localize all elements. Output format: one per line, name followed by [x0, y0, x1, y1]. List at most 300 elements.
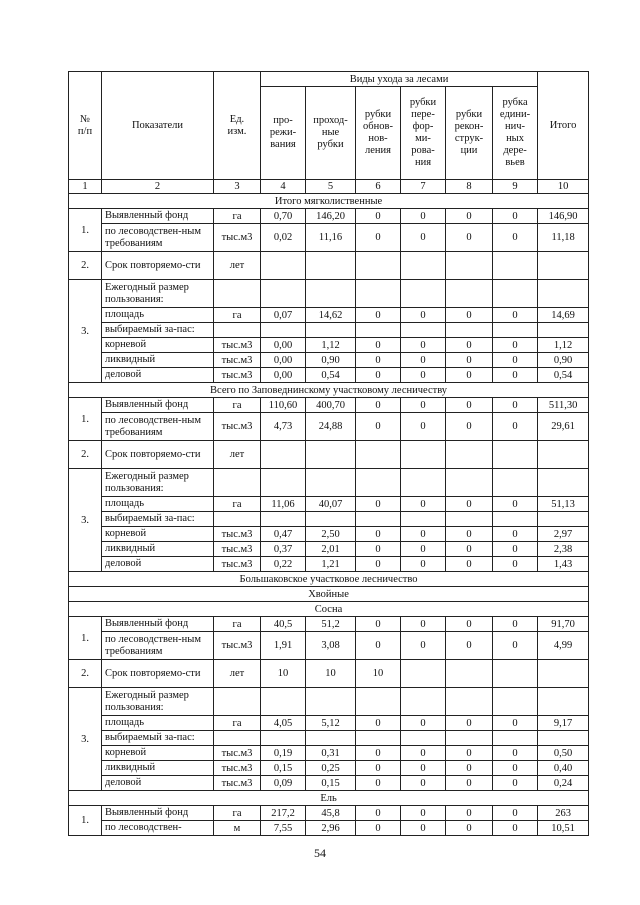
data-row: [69, 497, 589, 512]
value-cell: 0: [446, 527, 493, 542]
unit-cell: тыс.м3: [214, 776, 261, 791]
value-cell: 0: [401, 353, 446, 368]
unit-cell: [214, 469, 261, 497]
value-cell: [356, 252, 401, 280]
indicator-label: ликвидный: [102, 353, 214, 368]
value-cell: 0,00: [261, 338, 306, 353]
value-cell: 0: [356, 776, 401, 791]
value-cell: 0,24: [538, 776, 589, 791]
value-cell: 0: [446, 209, 493, 224]
value-cell: 0: [493, 761, 538, 776]
section-title: Итого мягколиственные: [69, 194, 589, 209]
unit-cell: лет: [214, 252, 261, 280]
column-number: 6: [356, 180, 401, 194]
value-cell: 0: [446, 368, 493, 383]
value-cell: 2,97: [538, 527, 589, 542]
unit-cell: [214, 688, 261, 716]
value-cell: 0: [446, 413, 493, 441]
column-number: 1: [69, 180, 102, 194]
value-cell: 0: [446, 224, 493, 252]
row-number: 3.: [69, 688, 102, 791]
column-number: 9: [493, 180, 538, 194]
value-cell: 0: [493, 617, 538, 632]
value-cell: 0: [446, 806, 493, 821]
data-row: [69, 557, 589, 572]
value-cell: [261, 731, 306, 746]
data-row: [69, 308, 589, 323]
row-number: 2.: [69, 252, 102, 280]
indicator-label: Ежегодный размер пользования:: [102, 469, 214, 497]
section-title: Ель: [69, 791, 589, 806]
data-row: [69, 746, 589, 761]
value-cell: 1,12: [538, 338, 589, 353]
forest-care-table: [68, 71, 589, 836]
indicator-label: корневой: [102, 338, 214, 353]
indicator-label: корневой: [102, 746, 214, 761]
value-cell: 0: [446, 542, 493, 557]
value-cell: 0: [493, 353, 538, 368]
value-cell: [538, 441, 589, 469]
unit-cell: тыс.м3: [214, 761, 261, 776]
unit-cell: тыс.м3: [214, 557, 261, 572]
unit-cell: лет: [214, 660, 261, 688]
value-cell: [446, 280, 493, 308]
value-cell: [446, 323, 493, 338]
column-number: 3: [214, 180, 261, 194]
header-no: № п/п: [69, 72, 102, 180]
value-cell: 2,01: [306, 542, 356, 557]
value-cell: 1,91: [261, 632, 306, 660]
data-row: [69, 688, 589, 716]
value-cell: [356, 731, 401, 746]
indicator-label: по лесоводствен-ным требованиям: [102, 413, 214, 441]
value-cell: [493, 280, 538, 308]
unit-cell: га: [214, 716, 261, 731]
value-cell: 0: [493, 557, 538, 572]
value-cell: 0: [493, 776, 538, 791]
value-cell: [261, 252, 306, 280]
value-cell: 0,40: [538, 761, 589, 776]
value-cell: [493, 660, 538, 688]
value-cell: [261, 469, 306, 497]
header-group: Виды ухода за лесами: [261, 72, 538, 87]
unit-cell: га: [214, 497, 261, 512]
row-number: 3.: [69, 469, 102, 572]
value-cell: 0,31: [306, 746, 356, 761]
data-row: [69, 224, 589, 252]
data-row: [69, 413, 589, 441]
value-cell: 0,25: [306, 761, 356, 776]
value-cell: 0,70: [261, 209, 306, 224]
value-cell: [446, 469, 493, 497]
value-cell: [356, 280, 401, 308]
data-row: [69, 398, 589, 413]
value-cell: 10: [306, 660, 356, 688]
indicator-label: по лесоводствен-: [102, 821, 214, 836]
value-cell: 0: [446, 761, 493, 776]
data-row: [69, 368, 589, 383]
value-cell: 24,88: [306, 413, 356, 441]
data-row: [69, 512, 589, 527]
value-cell: 0: [401, 632, 446, 660]
value-cell: [261, 441, 306, 469]
unit-cell: тыс.м3: [214, 413, 261, 441]
data-row: [69, 252, 589, 280]
unit-cell: [214, 280, 261, 308]
value-cell: 0: [493, 224, 538, 252]
data-row: [69, 323, 589, 338]
value-cell: 0,37: [261, 542, 306, 557]
indicator-label: Выявленный фонд: [102, 806, 214, 821]
value-cell: 146,20: [306, 209, 356, 224]
value-cell: [538, 660, 589, 688]
value-cell: 0: [493, 338, 538, 353]
value-cell: 10: [261, 660, 306, 688]
value-cell: 0: [401, 497, 446, 512]
section-row: [69, 587, 589, 602]
value-cell: [306, 323, 356, 338]
data-row: [69, 542, 589, 557]
value-cell: 0,15: [261, 761, 306, 776]
value-cell: [306, 441, 356, 469]
value-cell: 0,19: [261, 746, 306, 761]
value-cell: 0: [493, 806, 538, 821]
data-row: [69, 441, 589, 469]
value-cell: 4,73: [261, 413, 306, 441]
value-cell: 0: [401, 308, 446, 323]
value-cell: [446, 512, 493, 527]
value-cell: [306, 280, 356, 308]
value-cell: [401, 469, 446, 497]
value-cell: 11,18: [538, 224, 589, 252]
unit-cell: лет: [214, 441, 261, 469]
value-cell: [401, 441, 446, 469]
value-cell: 4,99: [538, 632, 589, 660]
value-cell: 3,08: [306, 632, 356, 660]
value-cell: [401, 512, 446, 527]
value-cell: 0: [356, 821, 401, 836]
indicator-label: деловой: [102, 557, 214, 572]
value-cell: 2,38: [538, 542, 589, 557]
value-cell: 0: [401, 413, 446, 441]
row-number: 2.: [69, 660, 102, 688]
value-cell: 14,62: [306, 308, 356, 323]
value-cell: 0,50: [538, 746, 589, 761]
value-cell: 0: [493, 716, 538, 731]
value-cell: 0,54: [538, 368, 589, 383]
value-cell: [493, 512, 538, 527]
value-cell: 1,43: [538, 557, 589, 572]
colnum-row: [69, 180, 589, 194]
header-indicator: Показатели: [102, 72, 214, 180]
value-cell: [261, 512, 306, 527]
value-cell: 0,90: [306, 353, 356, 368]
indicator-label: площадь: [102, 716, 214, 731]
indicator-label: по лесоводствен-ным требованиям: [102, 224, 214, 252]
unit-cell: [214, 731, 261, 746]
value-cell: 0: [401, 338, 446, 353]
data-row: [69, 761, 589, 776]
value-cell: 0: [493, 413, 538, 441]
value-cell: 0,47: [261, 527, 306, 542]
section-row: [69, 791, 589, 806]
value-cell: [446, 688, 493, 716]
unit-cell: тыс.м3: [214, 353, 261, 368]
value-cell: 0,02: [261, 224, 306, 252]
section-title: Сосна: [69, 602, 589, 617]
value-cell: [493, 252, 538, 280]
value-cell: [306, 688, 356, 716]
value-cell: 0: [401, 746, 446, 761]
value-cell: [493, 731, 538, 746]
value-cell: [306, 252, 356, 280]
column-number: 5: [306, 180, 356, 194]
value-cell: 0: [446, 497, 493, 512]
value-cell: [401, 280, 446, 308]
value-cell: [306, 512, 356, 527]
column-number: 7: [401, 180, 446, 194]
value-cell: [261, 688, 306, 716]
value-cell: [356, 441, 401, 469]
value-cell: 11,16: [306, 224, 356, 252]
value-cell: 40,5: [261, 617, 306, 632]
value-cell: 0: [446, 353, 493, 368]
value-cell: 7,55: [261, 821, 306, 836]
indicator-label: Срок повторяемо-сти: [102, 660, 214, 688]
value-cell: [306, 731, 356, 746]
unit-cell: [214, 512, 261, 527]
value-cell: 0: [401, 527, 446, 542]
value-cell: 5,12: [306, 716, 356, 731]
unit-cell: га: [214, 806, 261, 821]
unit-cell: тыс.м3: [214, 746, 261, 761]
value-cell: [538, 688, 589, 716]
value-cell: [306, 469, 356, 497]
value-cell: [446, 441, 493, 469]
value-cell: [401, 731, 446, 746]
page-number: 54: [314, 846, 326, 860]
section-row: [69, 602, 589, 617]
indicator-label: Ежегодный размер пользования:: [102, 280, 214, 308]
value-cell: 0: [493, 632, 538, 660]
value-cell: 0: [493, 527, 538, 542]
unit-cell: га: [214, 209, 261, 224]
indicator-label: выбираемый за-пас:: [102, 512, 214, 527]
indicator-label: Выявленный фонд: [102, 209, 214, 224]
indicator-label: ликвидный: [102, 761, 214, 776]
value-cell: [261, 280, 306, 308]
value-cell: 0: [356, 761, 401, 776]
indicator-label: Срок повторяемо-сти: [102, 441, 214, 469]
value-cell: 0,22: [261, 557, 306, 572]
value-cell: 10: [356, 660, 401, 688]
indicator-label: выбираемый за-пас:: [102, 323, 214, 338]
value-cell: [356, 688, 401, 716]
column-number: 2: [102, 180, 214, 194]
value-cell: [493, 688, 538, 716]
value-cell: 0,00: [261, 368, 306, 383]
value-cell: 0: [356, 716, 401, 731]
indicator-label: площадь: [102, 497, 214, 512]
value-cell: 0: [446, 821, 493, 836]
value-cell: 0: [493, 497, 538, 512]
value-cell: [538, 512, 589, 527]
value-cell: 0: [446, 632, 493, 660]
value-cell: [493, 441, 538, 469]
value-cell: 0: [446, 716, 493, 731]
value-cell: 0: [446, 617, 493, 632]
value-cell: 91,70: [538, 617, 589, 632]
section-row: [69, 572, 589, 587]
header-col6: рубки обнов- нов- ления: [356, 87, 401, 180]
value-cell: 14,69: [538, 308, 589, 323]
value-cell: 0: [493, 368, 538, 383]
value-cell: 2,50: [306, 527, 356, 542]
value-cell: 0: [401, 716, 446, 731]
value-cell: 40,07: [306, 497, 356, 512]
value-cell: 0: [401, 224, 446, 252]
column-number: 10: [538, 180, 589, 194]
value-cell: 0: [356, 224, 401, 252]
indicator-label: Ежегодный размер пользования:: [102, 688, 214, 716]
indicator-label: по лесоводствен-ным требованиям: [102, 632, 214, 660]
value-cell: 0: [493, 821, 538, 836]
value-cell: 1,12: [306, 338, 356, 353]
value-cell: 0: [493, 746, 538, 761]
value-cell: 0: [401, 806, 446, 821]
value-cell: 110,60: [261, 398, 306, 413]
unit-cell: тыс.м3: [214, 632, 261, 660]
value-cell: 0: [356, 527, 401, 542]
header-row: [69, 72, 589, 87]
data-row: [69, 660, 589, 688]
value-cell: 0: [401, 776, 446, 791]
value-cell: 45,8: [306, 806, 356, 821]
row-number: 1.: [69, 617, 102, 660]
data-row: [69, 806, 589, 821]
row-number: 1.: [69, 806, 102, 836]
value-cell: 0: [356, 557, 401, 572]
value-cell: 0: [446, 557, 493, 572]
data-row: [69, 353, 589, 368]
header-unit: Ед. изм.: [214, 72, 261, 180]
value-cell: 0,54: [306, 368, 356, 383]
indicator-label: деловой: [102, 776, 214, 791]
indicator-label: ликвидный: [102, 542, 214, 557]
value-cell: 0: [356, 413, 401, 441]
value-cell: [446, 660, 493, 688]
value-cell: 10,51: [538, 821, 589, 836]
value-cell: [538, 280, 589, 308]
value-cell: 0: [356, 617, 401, 632]
value-cell: 0: [493, 308, 538, 323]
section-row: [69, 383, 589, 398]
unit-cell: га: [214, 617, 261, 632]
unit-cell: [214, 323, 261, 338]
unit-cell: м: [214, 821, 261, 836]
header-total: Итого: [538, 72, 589, 180]
data-row: [69, 731, 589, 746]
row-number: 3.: [69, 280, 102, 383]
value-cell: 0: [356, 209, 401, 224]
value-cell: 0: [356, 353, 401, 368]
value-cell: [401, 252, 446, 280]
value-cell: 0: [401, 542, 446, 557]
data-row: [69, 469, 589, 497]
value-cell: 0: [356, 497, 401, 512]
indicator-label: деловой: [102, 368, 214, 383]
column-number: 4: [261, 180, 306, 194]
value-cell: 0: [356, 806, 401, 821]
value-cell: 0: [356, 398, 401, 413]
value-cell: 0: [493, 542, 538, 557]
value-cell: [493, 469, 538, 497]
value-cell: [356, 512, 401, 527]
data-row: [69, 716, 589, 731]
indicator-label: Выявленный фонд: [102, 617, 214, 632]
header-col8: рубки рекон- струк- ции: [446, 87, 493, 180]
value-cell: 11,06: [261, 497, 306, 512]
value-cell: 4,05: [261, 716, 306, 731]
value-cell: 0: [401, 617, 446, 632]
section-title: Большаковское участковое лесничество: [69, 572, 589, 587]
indicator-label: выбираемый за-пас:: [102, 731, 214, 746]
value-cell: [493, 323, 538, 338]
value-cell: 0: [356, 308, 401, 323]
data-row: [69, 632, 589, 660]
value-cell: [446, 252, 493, 280]
value-cell: 0: [401, 368, 446, 383]
value-cell: 0: [356, 368, 401, 383]
value-cell: 51,13: [538, 497, 589, 512]
unit-cell: тыс.м3: [214, 527, 261, 542]
value-cell: 1,21: [306, 557, 356, 572]
data-row: [69, 338, 589, 353]
value-cell: 0: [401, 761, 446, 776]
value-cell: 0: [401, 557, 446, 572]
row-number: 1.: [69, 209, 102, 252]
value-cell: [356, 469, 401, 497]
value-cell: [446, 731, 493, 746]
value-cell: [401, 660, 446, 688]
value-cell: 0: [446, 746, 493, 761]
value-cell: 511,30: [538, 398, 589, 413]
unit-cell: тыс.м3: [214, 368, 261, 383]
value-cell: 0: [356, 632, 401, 660]
value-cell: 0: [401, 821, 446, 836]
value-cell: 0: [493, 209, 538, 224]
value-cell: 0: [356, 746, 401, 761]
indicator-label: Срок повторяемо-сти: [102, 252, 214, 280]
value-cell: 0: [446, 308, 493, 323]
value-cell: 0: [356, 338, 401, 353]
value-cell: 400,70: [306, 398, 356, 413]
indicator-label: площадь: [102, 308, 214, 323]
value-cell: [356, 323, 401, 338]
header-col7: рубки пере- фор- ми- рова- ния: [401, 87, 446, 180]
unit-cell: га: [214, 308, 261, 323]
value-cell: 0: [446, 776, 493, 791]
indicator-label: корневой: [102, 527, 214, 542]
column-number: 8: [446, 180, 493, 194]
header-col9: рубка едини- нич- ных дере- вьев: [493, 87, 538, 180]
value-cell: 0: [446, 338, 493, 353]
data-row: [69, 617, 589, 632]
value-cell: [261, 323, 306, 338]
value-cell: [538, 731, 589, 746]
value-cell: 0,15: [306, 776, 356, 791]
value-cell: 263: [538, 806, 589, 821]
